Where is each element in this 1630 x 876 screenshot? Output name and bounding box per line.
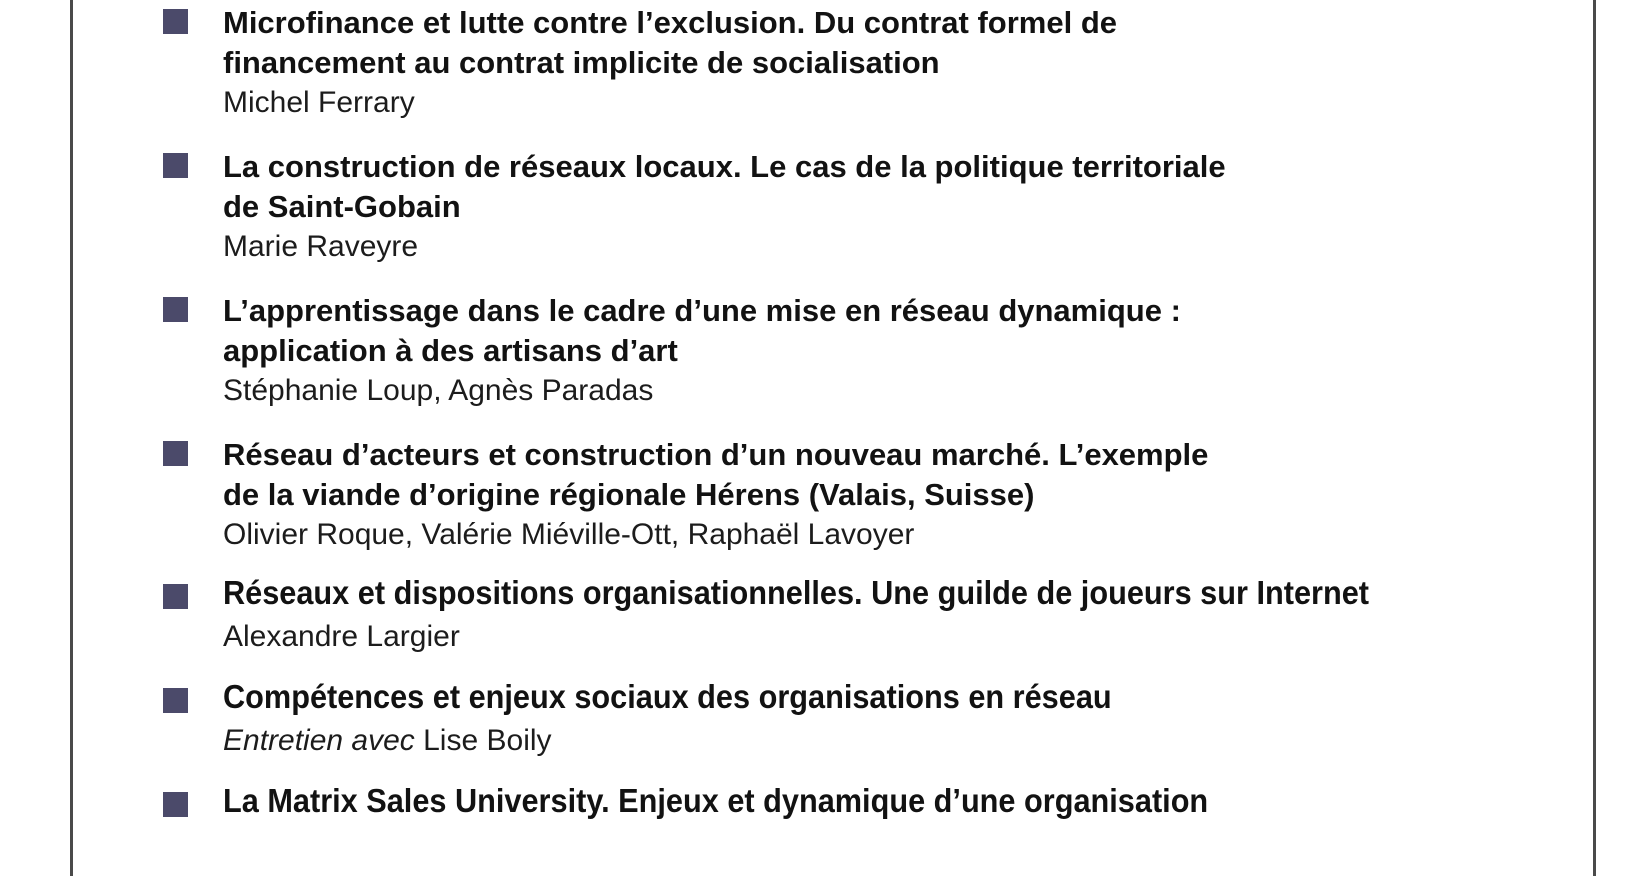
square-bullet-icon (163, 792, 188, 817)
article-title-line: Microfinance et lutte contre l’exclusion. Du contrat formel de (223, 5, 1117, 40)
author-name: Lise Boily (423, 724, 552, 757)
article-author (223, 723, 552, 759)
article-title-line: application à des artisans d’art (223, 333, 678, 368)
article-title-line: La Matrix Sales University. Enjeux et dynamique d’une organisation (223, 782, 1209, 819)
square-bullet-icon (163, 153, 188, 178)
article-title-line: financement au contrat implicite de socialisation (223, 45, 940, 80)
article-title-line: Compétences et enjeux sociaux des organisations en réseau (223, 678, 1112, 715)
article-title-line: Réseaux et dispositions organisationnelles. Une guilde de joueurs sur Internet (223, 574, 1370, 611)
article-author: Olivier Roque, Valérie Miéville-Ott, Raphaël Lavoyer (223, 518, 915, 551)
author-prefix: Entretien avec (223, 724, 415, 757)
square-bullet-icon (163, 688, 188, 713)
article-title-line: Réseau d’acteurs et construction d’un nouveau marché. L’exemple (223, 437, 1209, 472)
square-bullet-icon (163, 9, 188, 34)
article-author: Michel Ferrary (223, 86, 415, 119)
article-title-line: de Saint-Gobain (223, 189, 461, 224)
article-title-line: L’apprentissage dans le cadre d’une mise en réseau dynamique : (223, 293, 1181, 328)
article-author: Alexandre Largier (223, 620, 460, 653)
article-author: Marie Raveyre (223, 230, 419, 263)
square-bullet-icon (163, 584, 188, 609)
square-bullet-icon (163, 441, 188, 466)
article-title-line: de la viande d’origine régionale Hérens (Valais, Suisse) (223, 477, 1035, 512)
article-author: Stéphanie Loup, Agnès Paradas (223, 374, 654, 407)
article-title-line: La construction de réseaux locaux. Le cas de la politique territoriale (223, 149, 1226, 184)
square-bullet-icon (163, 297, 188, 322)
